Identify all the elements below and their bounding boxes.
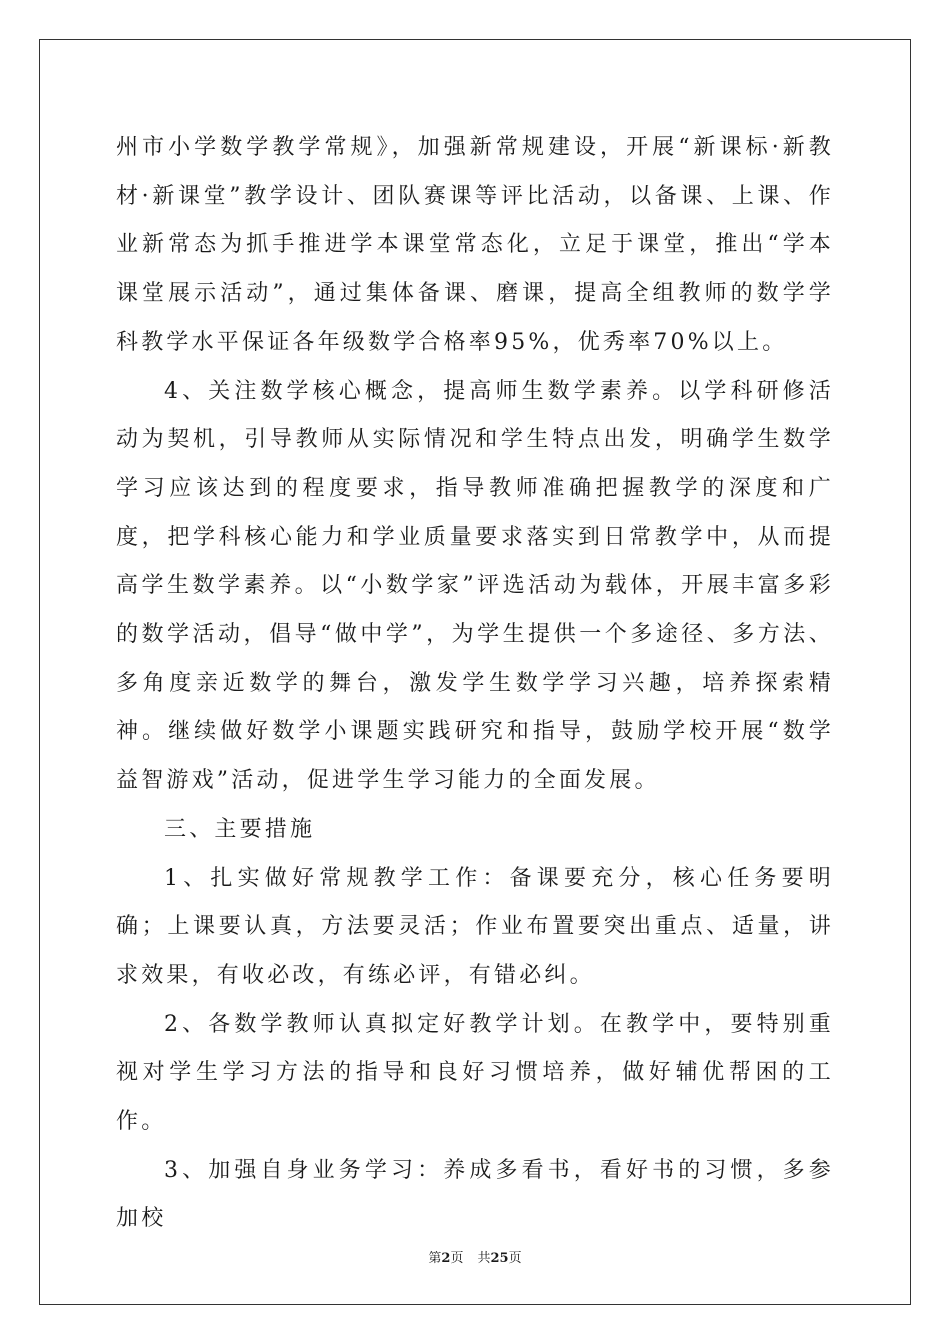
section-heading-main-measures: 三、主要措施 bbox=[164, 816, 316, 842]
paragraph-measure-2: 2、各数学教师认真拟定好教学计划。在教学中，要特别重视对学生学习方法的指导和良好习惯培养，做好辅优帮困的工作。 bbox=[116, 1011, 834, 1135]
page-footer bbox=[0, 1247, 950, 1266]
total-pages: 25 bbox=[490, 1251, 509, 1266]
total-suffix: 页 bbox=[508, 1251, 522, 1266]
paragraph-item-4: 4、关注数学核心概念，提高师生数学素养。以学科研修活动为契机，引导教师从实际情况和学生特点出发，明确学生数学学习应该达到的程度要求，指导教师准确把握教学的深度和广度，把学科核心能力和学业质量要求落实到日常教学中，从而提高学生数学素养。以“小数学家”评选活动为载体，开展丰富多彩的数学活动，倡导“做中学”，为学生提供一个多途径、多方法、多角度亲近数学的舞台，激发学生数学学习兴趣，培养探索精神。继续做好数学小课题实践研究和指导，鼓励学校开展“数学益智游戏”活动，促进学生学习能力的全面发展。 bbox=[116, 378, 834, 794]
paragraph-continuation: 州市小学数学教学常规》，加强新常规建设，开展“新课标·新教材·新课堂”教学设计、团队赛课等评比活动，以备课、上课、作业新常态为抓手推进学本课堂常态化，立足于课堂，推出“学本课堂展示活动”，通过集体备课、磨课，提高全组教师的数学学科教学水平保证各年级数学合格率95%，优秀率70%以上。 bbox=[116, 135, 834, 355]
page-suffix: 页 bbox=[450, 1251, 464, 1266]
page-number: 2 bbox=[441, 1251, 451, 1266]
paragraph-measure-1: 1、扎实做好常规教学工作：备课要充分，核心任务要明确；上课要认真，方法要灵活；作业布置要突出重点、适量，讲求效果，有收必改，有练必评，有错必纠。 bbox=[116, 865, 834, 988]
document-body bbox=[116, 124, 834, 1244]
total-prefix: 共 bbox=[477, 1251, 491, 1266]
page-prefix: 第 bbox=[428, 1251, 442, 1266]
paragraph-measure-3: 3、加强自身业务学习：养成多看书，看好书的习惯，多参加校 bbox=[116, 1157, 834, 1232]
